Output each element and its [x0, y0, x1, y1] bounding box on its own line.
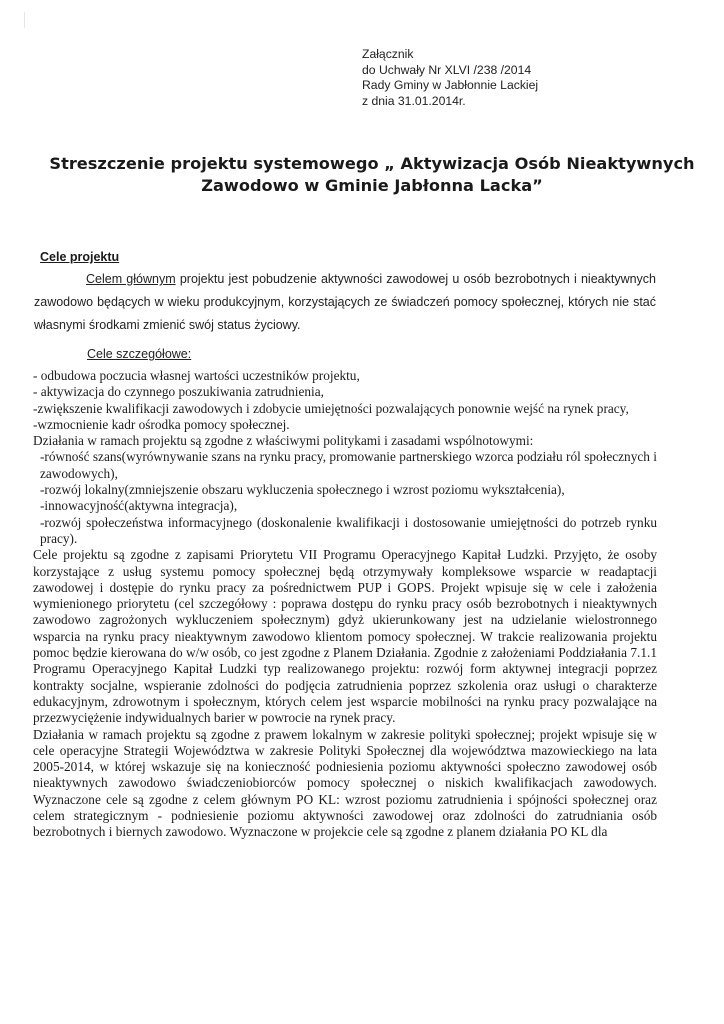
specific-goal-item: - odbudowa poczucia własnej wartości uczestników projektu, — [33, 368, 360, 383]
specific-goals-heading: Cele szczegółowe: — [87, 347, 192, 361]
section-heading: Cele projektu — [40, 250, 120, 264]
main-goal-paragraph — [34, 268, 656, 338]
specific-goal-item: -zwiększenie kwalifikacji zawodowych i zdobycie umiejętności pozwalających ponownie wejść na rynek pracy, — [33, 400, 629, 416]
document-title — [40, 153, 704, 197]
body-text — [33, 368, 657, 841]
title-line: Zawodowo w Gminie Jabłonna Lacka” — [201, 176, 543, 195]
local-law-paragraph: Działania w ramach projektu są zgodne z prawem lokalnym w zakresie polityki społecznej; projekt wpisuje się w cele operacyjne Strategii Województwa w zakresie Polityki Społecznej dla województwa mazowieckiego na lata 2005-2014, w której wskazuje się na konieczność podniesienia poziomu aktywności społeczno zawodowej osób nieaktywnych zawodowo świadczeniobiorców pomocy społecznej o niskich kwalifikacjach zawodowych. Wyznaczone cele są zgodne z celem głównym PO KL: wzrost poziomu zatrudnienia i spójności społecznej oraz celem strategicznym - podniesienie poziomu aktywności zawodowej oraz zdolności do zatrudniania osób bezrobotnych i biernych zawodowo. Wyznaczone w projekcie cele są zgodne z planem działania PO KL dla — [33, 726, 657, 840]
title-line: Streszczenie projektu systemowego „ Aktywizacja Osób Nieaktywnych — [49, 154, 695, 173]
attachment-line: z dnia 31.01.2014r. — [362, 93, 466, 108]
policy-item: -rozwój lokalny(zmniejszenie obszaru wykluczenia społecznego i wzrost poziomu wykształcenia), — [40, 482, 565, 498]
policy-item: -rozwój społeczeństwa informacyjnego (doskonalenie kwalifikacji i dostosowanie umiejętności do potrzeb rynku pracy). — [40, 514, 657, 546]
scan-margin-mark — [24, 12, 25, 28]
attachment-note — [362, 47, 538, 109]
main-goal-block — [34, 268, 656, 338]
attachment-line: Rady Gminy w Jabłonnie Lackiej — [362, 78, 539, 93]
policy-item: -równość szans(wyrównywanie szans na rynku pracy, promowanie partnerskiego wzorca podziału ról społecznych i zawodowych), — [40, 449, 657, 481]
specific-goal-item: - aktywizacja do czynnego poszukiwania zatrudnienia, — [33, 384, 324, 400]
main-goal-text: projektu jest pobudzenie aktywności zawodowej u osób bezrobotnych i nieaktywnych zawodowo będących w wieku produkcyjnym, korzystających ze świadczeń pomocy społecznej, których nie stać własnymi środkami zmienić swój status życiowy. — [34, 272, 657, 333]
main-goal-label: Celem głównym — [86, 272, 176, 286]
attachment-line: Załącznik — [362, 47, 414, 61]
priority-paragraph: Cele projektu są zgodne z zapisami Priorytetu VII Programu Operacyjnego Kapitał Ludzki. Przyjęto, że osoby korzystające z usług systemu pomocy społecznej będą otrzymywały kompleksowe wsparcie w readaptacji zawodowej i dostępie do rynku pracy za pośrednictwem PUP i GOPS. Projekt wpisuje się w cele i założenia wymienionego priorytetu (cel szczegółowy : poprawa dostępu do rynku pracy osób bezrobotnych i nieaktywnych zawodowo zagrożonych wykluczeniem społecznym) gdyż ukierunkowany jest na udzielanie wielostronnego wsparcia na rynku pracy nieaktywnym zawodowo klientom pomocy społecznej. W trakcie realizowania projektu pomoc będzie kierowana do w/w osób, co jest zgodne z Planem Działania. Zgodnie z założeniami Poddziałania 7.1.1 Programu Operacyjnego Kapitał Ludzki typ realizowanego projektu: rozwój form aktywnej integracji poprzez kontrakty socjalne, wspieranie zdolności do podjęcia zatrudnienia poprzez szkolenia oraz usługi o charakterze edukacyjnym, zdrowotnym i społecznym, których celem jest wsparcie mobilności na rynku pracy pozwalające na przezwyciężenie indywidualnych barier w powrocie na rynek pracy. — [33, 547, 657, 726]
policy-item: -innowacyjność(aktywna integracja), — [40, 498, 238, 514]
attachment-line: do Uchwały Nr XLVI /238 /2014 — [362, 62, 532, 77]
specific-goal-item: -wzmocnienie kadr ośrodka pomocy społecznej. — [33, 416, 290, 432]
policies-intro: Działania w ramach projektu są zgodne z właściwymi politykami i zasadami wspólnotowymi: — [33, 433, 534, 449]
